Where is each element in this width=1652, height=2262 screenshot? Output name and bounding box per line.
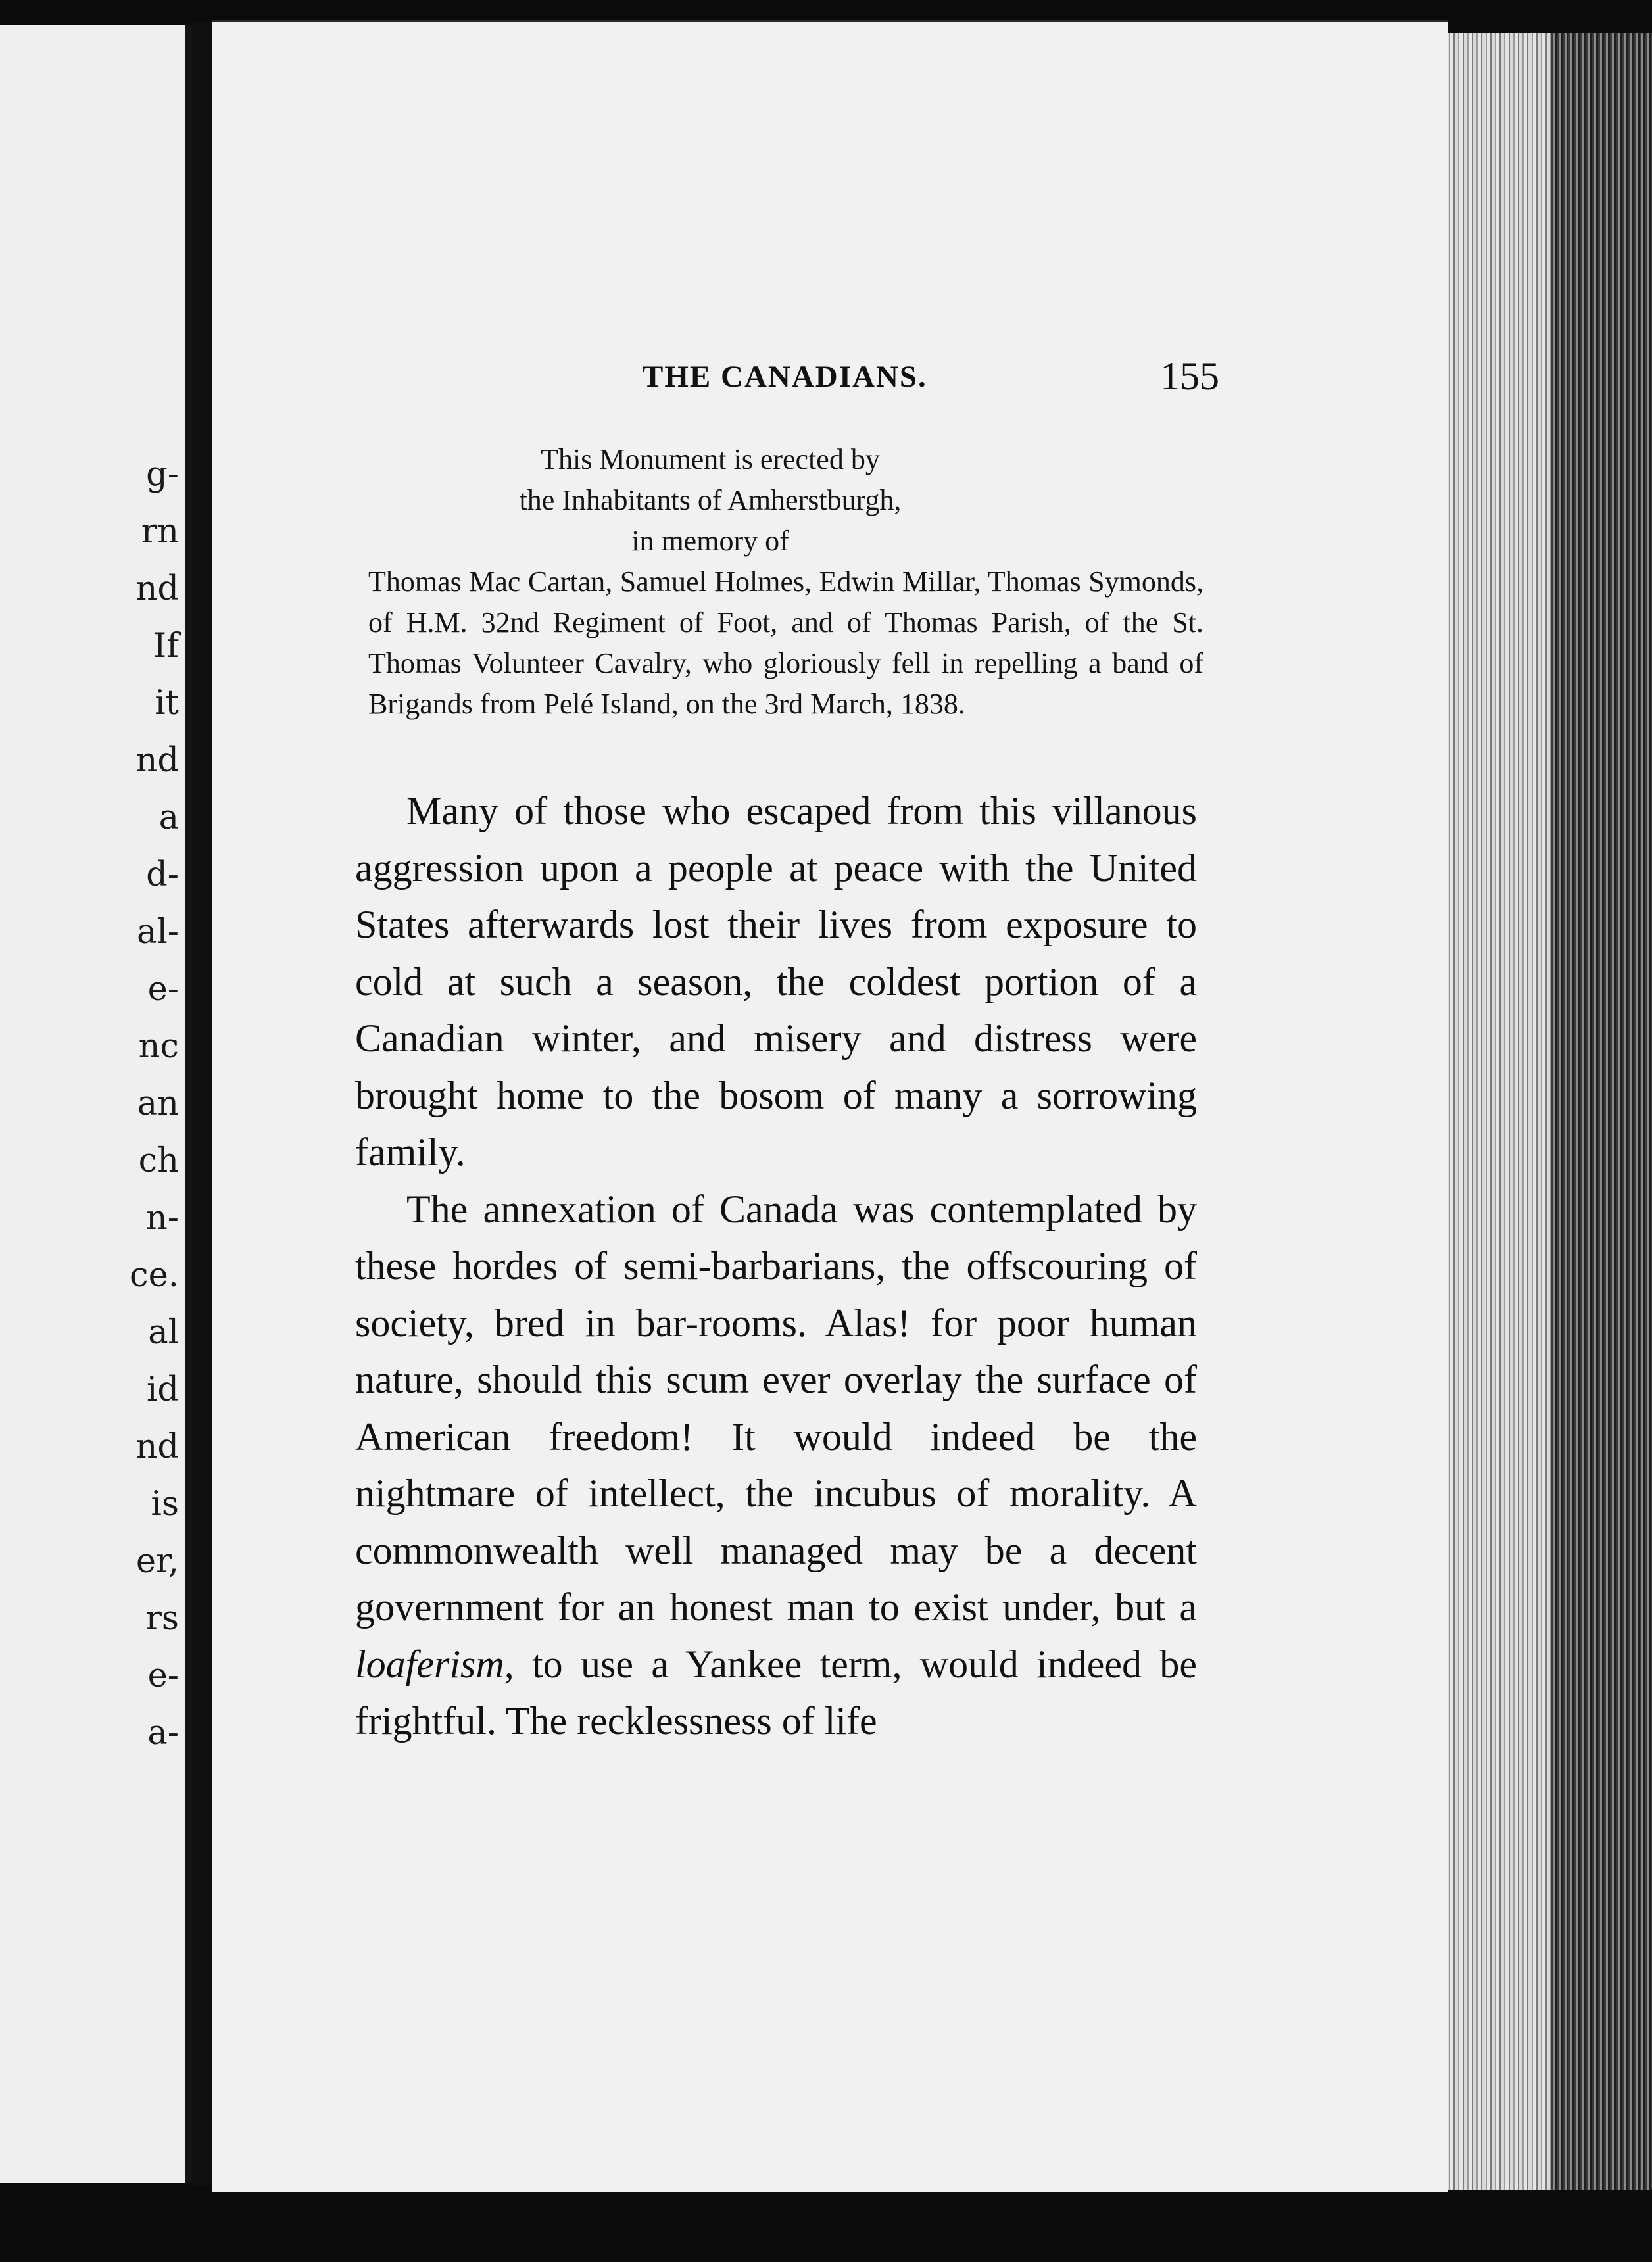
left-fragment: er,	[135, 1542, 179, 1581]
body-paragraph: Many of those who escaped from this villanous aggression upon a people at peace with the United States afterwards lost their lives from exposure to cold at such a season, the coldest portion of a Canadian winter, and misery and distress were brought home to the bosom of many a sorrowing family.	[355, 789, 1197, 1174]
left-fragment: a-	[147, 1714, 179, 1752]
running-head	[429, 345, 1231, 397]
inscription-paragraph: Thomas Mac Cartan, Samuel Holmes, Edwin Millar, Thomas Symonds, of H.M. 32nd Regiment of Foot, and of Thomas Parish, of the St. Thomas Volunteer Cavalry, who gloriously fell in repelling a band of Brigands from Pelé Island, on the 3rd March, 1838.	[368, 566, 1203, 720]
left-fragment: ce.	[130, 1256, 179, 1295]
page-number: 155	[1160, 354, 1219, 398]
left-fragment: rn	[141, 512, 179, 551]
left-fragment: g-	[146, 455, 179, 494]
left-fragment: is	[151, 1485, 179, 1524]
page-edges-shadow	[1551, 33, 1652, 2190]
body-text	[355, 782, 1197, 1750]
page-edges	[1446, 33, 1652, 2190]
left-fragment: it	[155, 684, 179, 723]
left-fragment: a	[158, 798, 179, 837]
left-fragment: e-	[147, 1656, 179, 1695]
left-fragment: rs	[145, 1599, 179, 1638]
left-fragment: al-	[137, 913, 179, 951]
left-fragment: an	[137, 1084, 179, 1123]
left-fragment: nd	[135, 569, 179, 608]
left-fragment: nd	[135, 1428, 179, 1466]
left-fragment: nd	[135, 741, 179, 780]
body-text-run: The annexation of Canada was contemplated by these hordes of semi-barbarians, the offscouring of society, bred in bar-rooms. Alas! for poor human nature, should this scum ever overlay the surface of American freedom! It would indeed be the nightmare of intellect, the incubus of morality. A commonwealth well managed may be a decent government for an honest man to exist under, but a	[355, 1187, 1197, 1629]
book-gutter	[192, 22, 212, 2186]
body-text-run: to use a Yankee term, would indeed be frightful. The recklessness of life	[355, 1642, 1197, 1743]
left-page-text-fragments	[80, 446, 179, 1762]
monument-inscription	[368, 439, 1203, 725]
left-fragment: id	[147, 1370, 179, 1409]
running-title: THE CANADIANS.	[643, 360, 927, 394]
inscription-line: This Monument is erected by	[541, 443, 880, 475]
left-fragment: d-	[146, 855, 179, 894]
left-facing-page	[0, 25, 192, 2183]
left-fragment: ch	[138, 1142, 179, 1180]
left-fragment: e-	[147, 970, 179, 1009]
inscription-line: in memory of	[631, 525, 789, 557]
body-paragraph	[355, 1181, 1197, 1750]
left-fragment: al	[148, 1313, 179, 1352]
left-fragment: nc	[138, 1027, 179, 1066]
italic-term: loaferism,	[355, 1642, 514, 1686]
left-fragment: n-	[145, 1199, 179, 1238]
left-fragment: If	[153, 627, 179, 665]
inscription-line: the Inhabitants of Amherstburgh,	[519, 484, 902, 516]
